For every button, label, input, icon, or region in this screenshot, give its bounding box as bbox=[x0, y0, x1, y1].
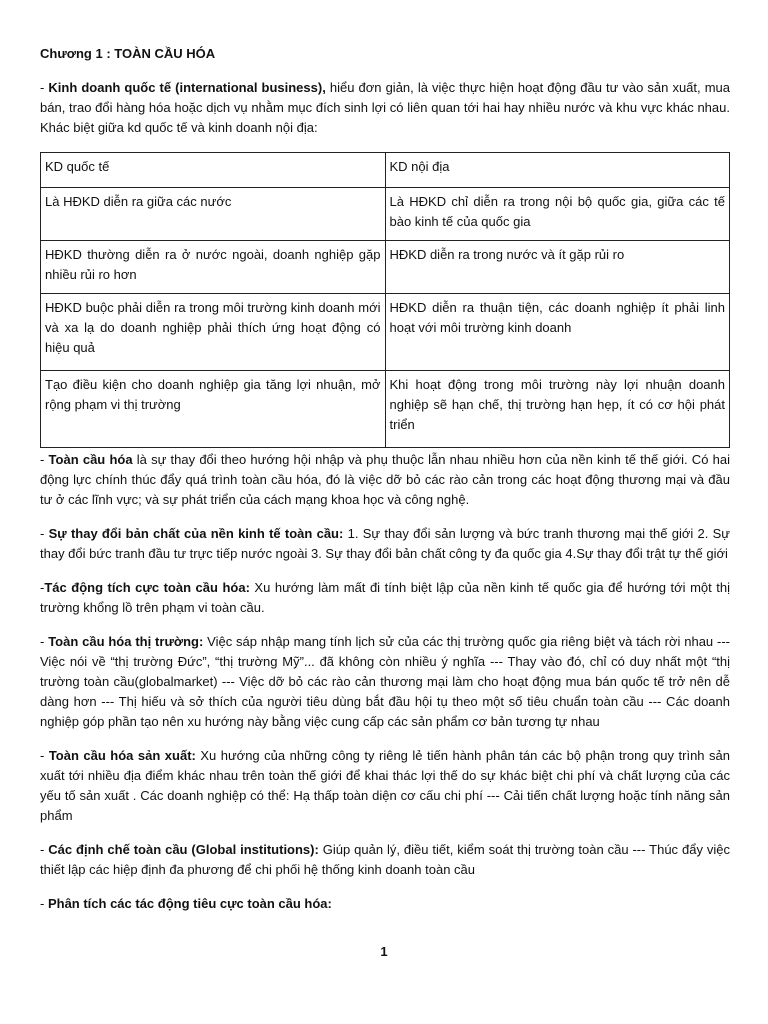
section-positive-impact bbox=[40, 578, 730, 618]
table-cell-domestic: Khi hoạt động trong môi trường này lợi nhuận doanh nghiệp sẽ hạn chế, thị trường hạn hẹp, ít có cơ hội phát triển bbox=[385, 371, 730, 448]
table-header-row bbox=[41, 153, 730, 188]
section-term: Toàn cầu hóa sản xuất: bbox=[48, 748, 196, 763]
intro-prefix: - bbox=[40, 80, 49, 95]
intro-term: Kinh doanh quốc tế (international business), bbox=[48, 80, 326, 95]
table-cell-international: Tạo điều kiện cho doanh nghiệp gia tăng lợi nhuận, mở rộng phạm vi thị trường bbox=[41, 371, 386, 448]
comparison-table bbox=[40, 152, 730, 448]
section-text: 1. Sự thay đổi sản lượng và bức tranh thương mại thế giới 2. Sự thay đổi bức tranh đầu tư trực tiếp nước ngoài 3. Sự thay đổi bản chất công ty đa quốc gia 4.Sự thay đổi trật tự thế giới bbox=[40, 526, 731, 561]
table-cell-domestic: HĐKD diễn ra thuận tiện, các doanh nghiệp ít phải linh hoạt với môi trường kinh doanh bbox=[385, 294, 730, 371]
section-text: Giúp quản lý, điều tiết, kiểm soát thị trường toàn cầu --- Thúc đẩy việc thiết lập các hiệp định đa phương để chi phối hệ thống kinh doanh toàn cầu bbox=[40, 842, 730, 877]
section-text: Xu hướng của những công ty riêng lẻ tiến hành phân tán các bộ phận trong quy trình sản xuất tới nhiều địa điểm khác nhau trên toàn thế giới để khai thác lợi thế do sự khác biệt chi phí và chất lượng của các yếu tố sản xuất . Các doanh nghiệp có thể: Hạ thấp toàn diện cơ cấu chi phí --- Cải tiến chất lượng hoặc tính năng sản phẩm bbox=[40, 748, 730, 823]
intro-paragraph bbox=[40, 78, 730, 138]
table-cell-domestic: HĐKD diễn ra trong nước và ít gặp rủi ro bbox=[385, 241, 730, 294]
section-text: là sự thay đổi theo hướng hội nhập và phụ thuộc lẫn nhau nhiều hơn của nền kinh tế thế giới. Có hai động lực chính thúc đẩy quá trình toàn cầu hóa, đó là việc dỡ bỏ các rào cản trong các hoạt động thương mại và đầu tư ở các lĩnh vực; và sự phát triển của cách mạng khoa học và công nghệ. bbox=[40, 452, 730, 507]
section-term: Phân tích các tác động tiêu cực toàn cầu hóa: bbox=[47, 896, 332, 911]
section-term: Tác động tích cực toàn cầu hóa: bbox=[44, 580, 250, 595]
chapter-title: Chương 1 : TOÀN CẦU HÓA bbox=[40, 46, 216, 61]
table-cell-domestic: Là HĐKD chỉ diễn ra trong nội bộ quốc gia, giữa các tế bào kinh tế của quốc gia bbox=[385, 188, 730, 241]
table-row bbox=[41, 188, 730, 241]
table-cell-international: HĐKD thường diễn ra ở nước ngoài, doanh nghiệp gặp nhiều rủi ro hơn bbox=[41, 241, 386, 294]
section-prefix: - bbox=[40, 748, 49, 763]
table-row bbox=[41, 371, 730, 448]
section-prefix: - bbox=[40, 452, 49, 467]
section-text: Xu hướng làm mất đi tính biệt lập của nền kinh tế quốc gia để hướng tới một thị trường khổng lồ trên phạm vi toàn cầu. bbox=[40, 580, 731, 615]
section-negative-impact bbox=[40, 894, 730, 914]
section-prefix: - bbox=[40, 526, 49, 541]
page-content bbox=[40, 44, 730, 928]
table-row bbox=[41, 241, 730, 294]
table-header-domestic: KD nội địa bbox=[385, 153, 730, 188]
page-number: 1 bbox=[380, 944, 388, 959]
table-row bbox=[41, 294, 730, 371]
section-term: Toàn cầu hóa thị trường: bbox=[48, 634, 204, 649]
section-prefix: - bbox=[40, 842, 49, 857]
section-text: Việc sáp nhập mang tính lịch sử của các thị trường quốc gia riêng biệt và tách rời nhau --- Việc nói về “thị trường Đức”, “thị trường Mỹ”... đã không còn nhiều ý nghĩa --- Thay vào đó, chỉ có duy nhất một “thị trường toàn cầu(globalmarket) --- Việc dỡ bỏ các rào cản thương mại làm cho hoạt động mua bán quốc tế trở nên dễ dàng hơn --- Thị hiếu và sở thích của người tiêu dùng bắt đầu hội tụ theo một số tiêu chuẩn toàn cầu --- Các doanh nghiệp góp phần tạo nên xu hướng này bằng việc cung cấp các sản phẩm cơ bản tương tự nhau bbox=[40, 634, 730, 729]
table-cell-international: Là HĐKD diễn ra giữa các nước bbox=[41, 188, 386, 241]
section-term: Sự thay đổi bản chất của nền kinh tế toàn cầu: bbox=[48, 526, 344, 541]
section-prefix: - bbox=[40, 580, 45, 595]
section-prefix: - bbox=[40, 634, 49, 649]
table-header-international: KD quốc tế bbox=[41, 153, 386, 188]
section-prefix: - bbox=[40, 896, 48, 911]
section-production-globalization bbox=[40, 746, 730, 826]
section-market-globalization bbox=[40, 632, 730, 732]
section-economy-change bbox=[40, 524, 730, 564]
section-globalization bbox=[40, 450, 730, 510]
table-cell-international: HĐKD buộc phải diễn ra trong môi trường kinh doanh mới và xa lạ do doanh nghiệp phải thích ứng hoạt động có hiệu quả bbox=[41, 294, 386, 371]
intro-text: hiểu đơn giản, là việc thực hiện hoạt động đầu tư vào sản xuất, mua bán, trao đổi hàng hóa hoặc dịch vụ nhằm mục đích sinh lợi có liên quan tới hai hay nhiều nước và khu vực khác nhau. Khác biệt giữa kd quốc tế và kinh doanh nội địa: bbox=[40, 80, 730, 135]
section-term: Các định chế toàn cầu (Global institutions): bbox=[48, 842, 319, 857]
section-term: Toàn cầu hóa bbox=[48, 452, 133, 467]
section-global-institutions bbox=[40, 840, 730, 880]
